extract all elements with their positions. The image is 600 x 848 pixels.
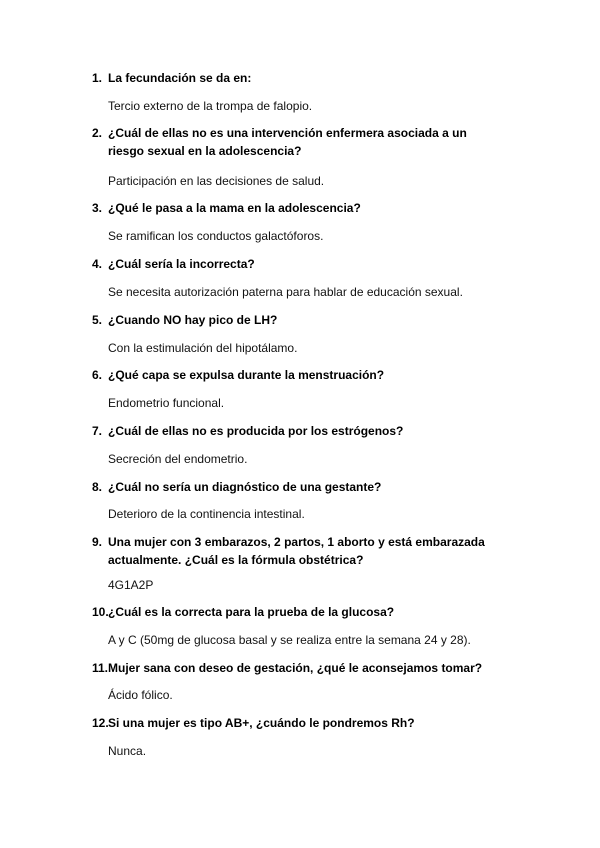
question-text: Si una mujer es tipo AB+, ¿cuándo le pondremos Rh? bbox=[108, 716, 415, 730]
question bbox=[92, 659, 502, 677]
question bbox=[92, 199, 502, 217]
question-number: 1. bbox=[92, 71, 103, 85]
question bbox=[92, 714, 502, 732]
question-text: Mujer sana con deseo de gestación, ¿qué le aconsejamos tomar? bbox=[108, 661, 483, 675]
question-text: ¿Qué le pasa a la mama en la adolescencia? bbox=[108, 201, 361, 215]
question-text: ¿Cuál no sería un diagnóstico de una gestante? bbox=[108, 480, 382, 494]
question-number: 12. bbox=[92, 716, 109, 730]
question-text: ¿Cuál de ellas no es producida por los estrógenos? bbox=[108, 424, 404, 438]
question-number: 3. bbox=[92, 201, 103, 215]
answer-text: Secreción del endometrio. bbox=[108, 452, 248, 466]
question bbox=[92, 533, 502, 569]
question-text: ¿Cuál de ellas no es una intervención enfermera asociada a un riesgo sexual en la adolescencia? bbox=[108, 126, 467, 158]
answer-text: A y C (50mg de glucosa basal y se realiza entre la semana 24 y 28). bbox=[108, 633, 471, 647]
question-number: 4. bbox=[92, 257, 103, 271]
question bbox=[92, 422, 502, 440]
question bbox=[92, 255, 502, 273]
answer-text: Nunca. bbox=[108, 744, 147, 758]
answer-text: Tercio externo de la trompa de falopio. bbox=[108, 99, 313, 113]
answer-text: Ácido fólico. bbox=[108, 688, 173, 702]
answer-text: Se ramifican los conductos galactóforos. bbox=[108, 229, 324, 243]
question bbox=[92, 478, 502, 496]
question bbox=[92, 69, 502, 87]
answer-text: Endometrio funcional. bbox=[108, 396, 225, 410]
question bbox=[92, 366, 502, 384]
question-number: 8. bbox=[92, 480, 103, 494]
question-number: 11. bbox=[92, 661, 109, 675]
question-number: 6. bbox=[92, 368, 103, 382]
answer-text: Con la estimulación del hipotálamo. bbox=[108, 341, 298, 355]
question-number: 2. bbox=[92, 126, 103, 140]
question-text: ¿Cuál sería la incorrecta? bbox=[108, 257, 255, 271]
answer-text: 4G1A2P bbox=[108, 578, 154, 592]
question bbox=[92, 311, 502, 329]
question bbox=[92, 603, 502, 621]
question-text: ¿Cuando NO hay pico de LH? bbox=[108, 313, 278, 327]
answer-text: Deterioro de la continencia intestinal. bbox=[108, 507, 305, 521]
question-number: 7. bbox=[92, 424, 103, 438]
answer-text: Se necesita autorización paterna para hablar de educación sexual. bbox=[108, 285, 463, 299]
question bbox=[92, 124, 502, 160]
question-number: 10. bbox=[92, 605, 109, 619]
answer-text: Participación en las decisiones de salud. bbox=[108, 174, 325, 188]
question-text: Una mujer con 3 embarazos, 2 partos, 1 aborto y está embarazada actualmente. ¿Cuál es la fórmula obstétrica? bbox=[108, 535, 485, 567]
question-text: ¿Qué capa se expulsa durante la menstruación? bbox=[108, 368, 385, 382]
question-text: La fecundación se da en: bbox=[108, 71, 252, 85]
question-text: ¿Cuál es la correcta para la prueba de la glucosa? bbox=[108, 605, 395, 619]
question-number: 9. bbox=[92, 535, 103, 549]
question-number: 5. bbox=[92, 313, 103, 327]
